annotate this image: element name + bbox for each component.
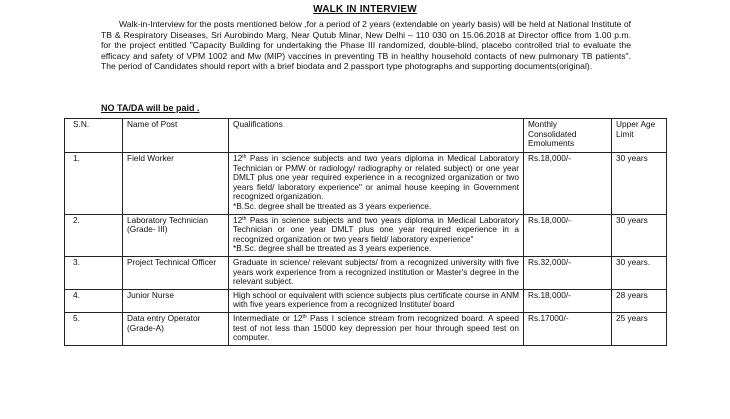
qualification-note: *B.Sc. degree shall be ttreated as 3 years experience. bbox=[233, 243, 432, 254]
header-age-limit: Upper Age Limit bbox=[612, 119, 667, 153]
cell-emoluments: Rs.18,000/- bbox=[524, 214, 612, 256]
qualification-prefix: 12 bbox=[233, 214, 243, 225]
cell-qualifications bbox=[229, 312, 524, 345]
cell-post: Data entry Operator (Grade-A) bbox=[123, 312, 229, 345]
header-post: Name of Post bbox=[123, 119, 229, 153]
page-title: WALK IN INTERVIEW bbox=[313, 4, 417, 15]
header-sn: S.N. bbox=[65, 119, 123, 153]
cell-qualifications bbox=[229, 153, 524, 215]
qualification-superscript: th bbox=[302, 313, 307, 320]
cell-age-limit: 30 years bbox=[612, 153, 667, 215]
table-row bbox=[65, 256, 667, 289]
cell-emoluments: Rs.18,000/- bbox=[524, 289, 612, 312]
cell-age-limit: 30 years. bbox=[612, 256, 667, 289]
header-emoluments: Monthly Consolidated Emoluments bbox=[524, 119, 612, 153]
cell-sn: 5. bbox=[65, 312, 123, 345]
qualification-text: Pass in science subjects and two years diploma in Medical Laboratory Technician or one year DMLT plus one year required experience in a recognized organization or two years field/ laboratory experience" bbox=[233, 214, 519, 244]
table-row bbox=[65, 289, 667, 312]
no-ta-da-notice: NO TA/DA will be paid . bbox=[101, 103, 200, 113]
cell-qualifications bbox=[229, 289, 524, 312]
cell-age-limit: 30 years bbox=[612, 214, 667, 256]
table-row bbox=[65, 214, 667, 256]
table-header-row bbox=[65, 119, 667, 153]
cell-sn: 1. bbox=[65, 153, 123, 215]
cell-post: Field Worker bbox=[123, 153, 229, 215]
qualification-prefix: Intermediate or 12 bbox=[233, 312, 303, 323]
cell-emoluments: Rs.32,000/- bbox=[524, 256, 612, 289]
qualification-text: Pass in science subjects and two years diploma in Medical Laboratory Technician or PMW or radiology/ radiography or related subject) or one year DMLT plus one year required experience in a recognized organization or two years field/ laboratory experience" or animal house keeping in Government recognized organization. bbox=[233, 153, 519, 202]
cell-sn: 3. bbox=[65, 256, 123, 289]
cell-age-limit: 25 years bbox=[612, 312, 667, 345]
qualification-text: High school or equivalent with science subjects plus certificate course in ANM with five years experience from a recognized Institute/ board bbox=[233, 289, 519, 310]
qualification-text: Graduate in science/ relevant subjects/ from a recognized university with five years work experience from a recognized institution or Master's degree in the relevant subject. bbox=[233, 256, 519, 287]
intro-paragraph: Walk-in-Interview for the posts mentioned below ,for a period of 2 years (extendable on yearly basis) will be held at National Institute of TB & Respiratory Diseases, Sri Aurobindo Marg, Near Qutub Minar, New Delhi – 110 030 on 15.06.2018 at Director office from 1.00 p.m. for the project entitled "Capacity Building for undertaking the Phase III randomized, double-blind, placebo controlled trial to evaluate the efficacy and safety of VPM 1002 and Mw (MIP) vaccines in preventing TB in healthy household contacts of new pulmonary TB patients". The period of Candidates should report with a brief biodata and 2 passport type photographs and supporting documents(original). bbox=[101, 19, 631, 72]
cell-emoluments: Rs.18,000/- bbox=[524, 153, 612, 215]
cell-qualifications bbox=[229, 256, 524, 289]
cell-qualifications bbox=[229, 214, 524, 256]
cell-post: Project Technical Officer bbox=[123, 256, 229, 289]
qualification-note: *B.Sc. degree shall be ttreated as 3 years experience. bbox=[233, 200, 432, 211]
table-row bbox=[65, 312, 667, 345]
posts-table bbox=[64, 118, 667, 346]
cell-sn: 2. bbox=[65, 214, 123, 256]
table-row bbox=[65, 153, 667, 215]
cell-age-limit: 28 years bbox=[612, 289, 667, 312]
qualification-text: Pass I science stream from recognized board. A speed test of not less than 15000 key depression per hour through speed test on computer. bbox=[233, 312, 520, 343]
qualification-superscript: th bbox=[242, 215, 247, 222]
cell-emoluments: Rs.17000/- bbox=[524, 312, 612, 345]
header-qualifications: Qualifications bbox=[229, 119, 524, 153]
cell-post: Laboratory Technician (Grade- III) bbox=[123, 214, 229, 256]
cell-sn: 4. bbox=[65, 289, 123, 312]
cell-post: Junior Nurse bbox=[123, 289, 229, 312]
qualification-prefix: 12 bbox=[233, 153, 243, 163]
qualification-superscript: th bbox=[242, 154, 247, 160]
